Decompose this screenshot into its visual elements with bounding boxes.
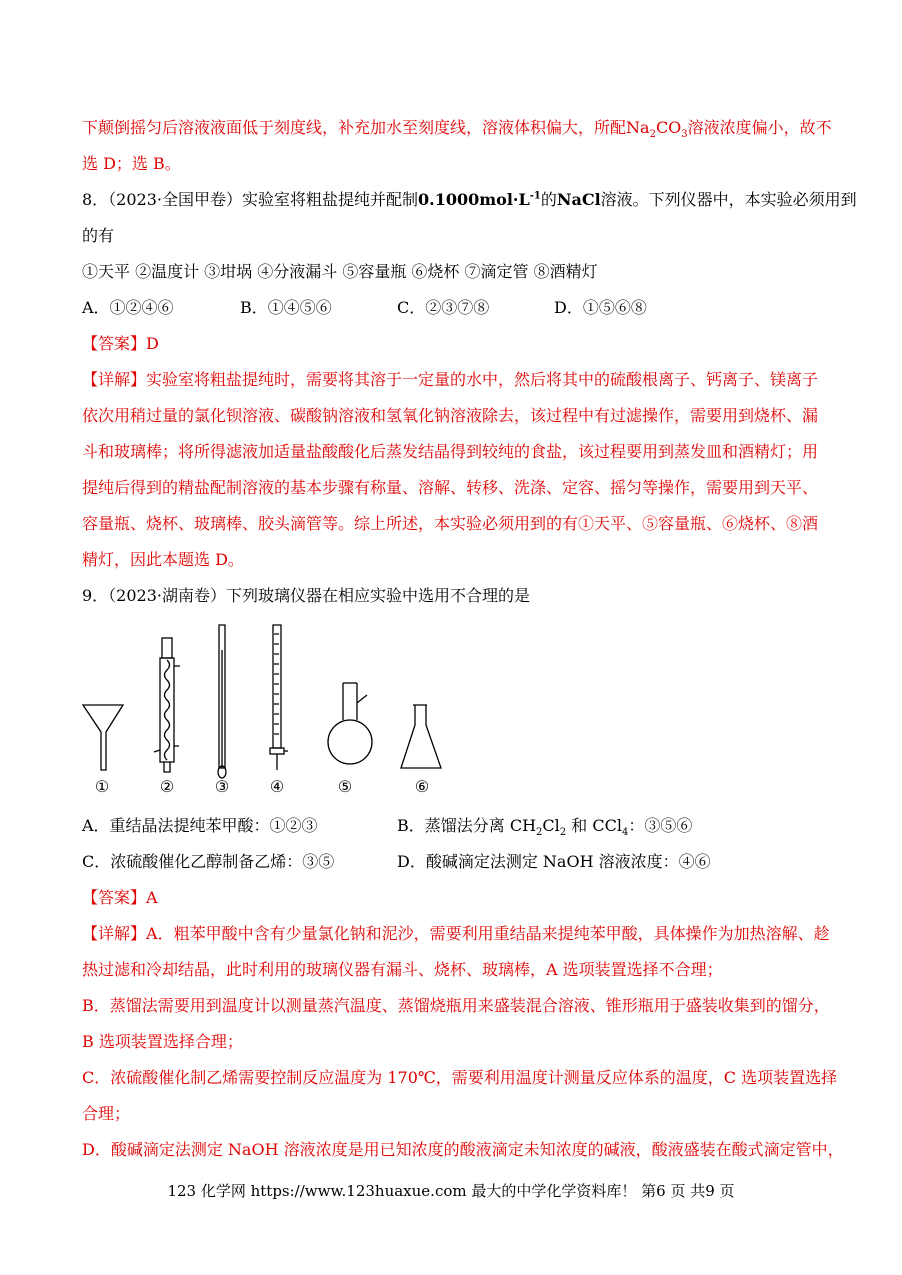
detail-label: 【详解】	[82, 370, 147, 389]
q9-option-c: C．浓硫酸催化乙醇制备乙烯：③⑤	[82, 852, 335, 871]
formula-sub: 2	[559, 827, 567, 839]
answer-value: D	[146, 334, 159, 353]
text-span: 溶液浓度偏小，故不	[687, 118, 832, 137]
question-8-stem-line-2: 的有	[82, 226, 115, 245]
text-span: A．粗苯甲酸中含有少量氯化钠和泥沙，需要利用重结晶来提纯苯甲酸，具体操作为加热溶解、趁	[146, 924, 830, 943]
q8-detail-line-5: 容量瓶、烧杯、玻璃棒、胶头滴管等。综上所述，本实验必须用到的有①天平、⑤容量瓶、⑥烧杯、⑧酒	[82, 514, 819, 533]
q9-detail-line-5: C．浓硫酸催化制乙烯需要控制反应温度为 170℃，需要利用温度计测量反应体系的温度，C 选项装置选择	[82, 1068, 838, 1087]
q9-detail-line-4: B 选项装置选择合理；	[82, 1032, 243, 1051]
answer-label: 【答案】	[82, 334, 147, 353]
text-span: 下颠倒摇匀后溶液液面低于刻度线，补充加水至刻度线，溶液体积偏大，所配	[82, 118, 627, 137]
text-span: 和 CCl	[566, 816, 622, 835]
prev-explanation-line-2: 选 D；选 B。	[82, 154, 181, 173]
question-9-stem: 9．（2023·湖南卷）下列玻璃仪器在相应实验中选用不合理的是	[82, 586, 530, 605]
distillation-flask-icon	[328, 683, 372, 764]
formula-co: CO	[655, 118, 682, 137]
q9-detail-line-6: 合理；	[82, 1104, 131, 1123]
q8-option-a: A．①②④⑥	[82, 298, 174, 317]
formula-na: Na	[626, 118, 650, 137]
glassware-figure	[80, 620, 540, 805]
formula-sub: 3	[681, 129, 688, 141]
q9-answer	[82, 888, 158, 908]
text-span: 8．（2023·全国甲卷）实验室将粗盐提纯并配制	[82, 190, 418, 209]
formula-nacl: NaCl	[556, 190, 601, 209]
detail-label: 【详解】	[82, 924, 147, 943]
text-span: Cl	[542, 816, 560, 835]
formula-sub: 2	[536, 827, 543, 839]
condenser-icon	[154, 638, 180, 772]
q8-answer	[82, 334, 159, 354]
q9-detail-line-1	[82, 924, 830, 944]
text-span: B．蒸馏法分离 CH	[397, 816, 537, 835]
q8-detail-line-3: 斗和玻璃棒；将所得滤液加适量盐酸酸化后蒸发结晶得到较纯的食盐，该过程要用到蒸发皿和酒精灯；用	[82, 442, 819, 461]
text-span: 的	[540, 190, 557, 209]
unit-superscript: -1	[529, 190, 541, 202]
figure-label-6: ⑥	[414, 777, 430, 796]
q9-detail-line-2: 热过滤和冷却结晶，此时利用的玻璃仪器有漏斗、烧杯、玻璃棒，A 选项装置选择不合理；	[82, 960, 723, 979]
q8-detail-line-6: 精灯，因此本题选 D。	[82, 550, 244, 569]
concentration-value: 0.1000mol·L	[418, 190, 530, 209]
q8-option-b: B．①④⑤⑥	[240, 298, 332, 317]
thermometer-icon	[218, 625, 226, 778]
question-8-stem	[82, 190, 857, 210]
figure-label-1: ①	[94, 777, 110, 796]
answer-label: 【答案】	[82, 888, 147, 907]
q9-detail-line-7: D．酸碱滴定法测定 NaOH 溶液浓度是用已知浓度的酸液滴定未知浓度的碱液，酸液盛装在酸式滴定管中，	[82, 1140, 844, 1159]
figure-label-2: ②	[159, 777, 175, 796]
figure-label-3: ③	[214, 777, 230, 796]
q8-detail-line-1	[82, 370, 818, 390]
funnel-icon	[83, 705, 123, 770]
page-footer: 123 化学网 https://www.123huaxue.com 最大的中学化学资料库！ 第6 页 共9 页	[167, 1182, 735, 1200]
q9-option-d: D．酸碱滴定法测定 NaOH 溶液浓度：④⑥	[397, 852, 711, 871]
q9-detail-line-3: B．蒸馏法需要用到温度计以测量蒸汽温度、蒸馏烧瓶用来盛装混合溶液、锥形瓶用于盛装收集到的馏分，	[82, 996, 830, 1015]
prev-explanation-line-1	[82, 118, 832, 141]
figure-label-4: ④	[269, 777, 285, 796]
text-span: ：③⑤⑥	[628, 816, 693, 835]
q9-option-a: A．重结晶法提纯苯甲酸：①②③	[82, 816, 318, 835]
q8-detail-line-4: 提纯后得到的精盐配制溶液的基本步骤有称量、溶解、转移、洗涤、定容、摇匀等操作，需要用到天平、	[82, 478, 819, 497]
formula-sub: 2	[649, 129, 656, 141]
text-span: 溶液。下列仪器中，本实验必须用到	[600, 190, 857, 209]
text-span: 实验室将粗盐提纯时，需要将其溶于一定量的水中，然后将其中的硫酸根离子、钙离子、镁离子	[146, 370, 819, 389]
figure-label-5: ⑤	[337, 777, 353, 796]
q9-option-b	[397, 816, 693, 839]
q8-option-c: C．②③⑦⑧	[397, 298, 490, 317]
question-8-items: ①天平 ②温度计 ③坩埚 ④分液漏斗 ⑤容量瓶 ⑥烧杯 ⑦滴定管 ⑧酒精灯	[82, 262, 598, 281]
conical-flask-icon	[401, 705, 441, 768]
formula-sub: 4	[621, 827, 629, 839]
answer-value: A	[146, 888, 158, 907]
q8-option-d: D．①⑤⑥⑧	[554, 298, 647, 317]
burette-icon	[270, 625, 288, 770]
q8-detail-line-2: 依次用稍过量的氯化钡溶液、碳酸钠溶液和氢氧化钠溶液除去，该过程中有过滤操作，需要用到烧杯、漏	[82, 406, 819, 425]
